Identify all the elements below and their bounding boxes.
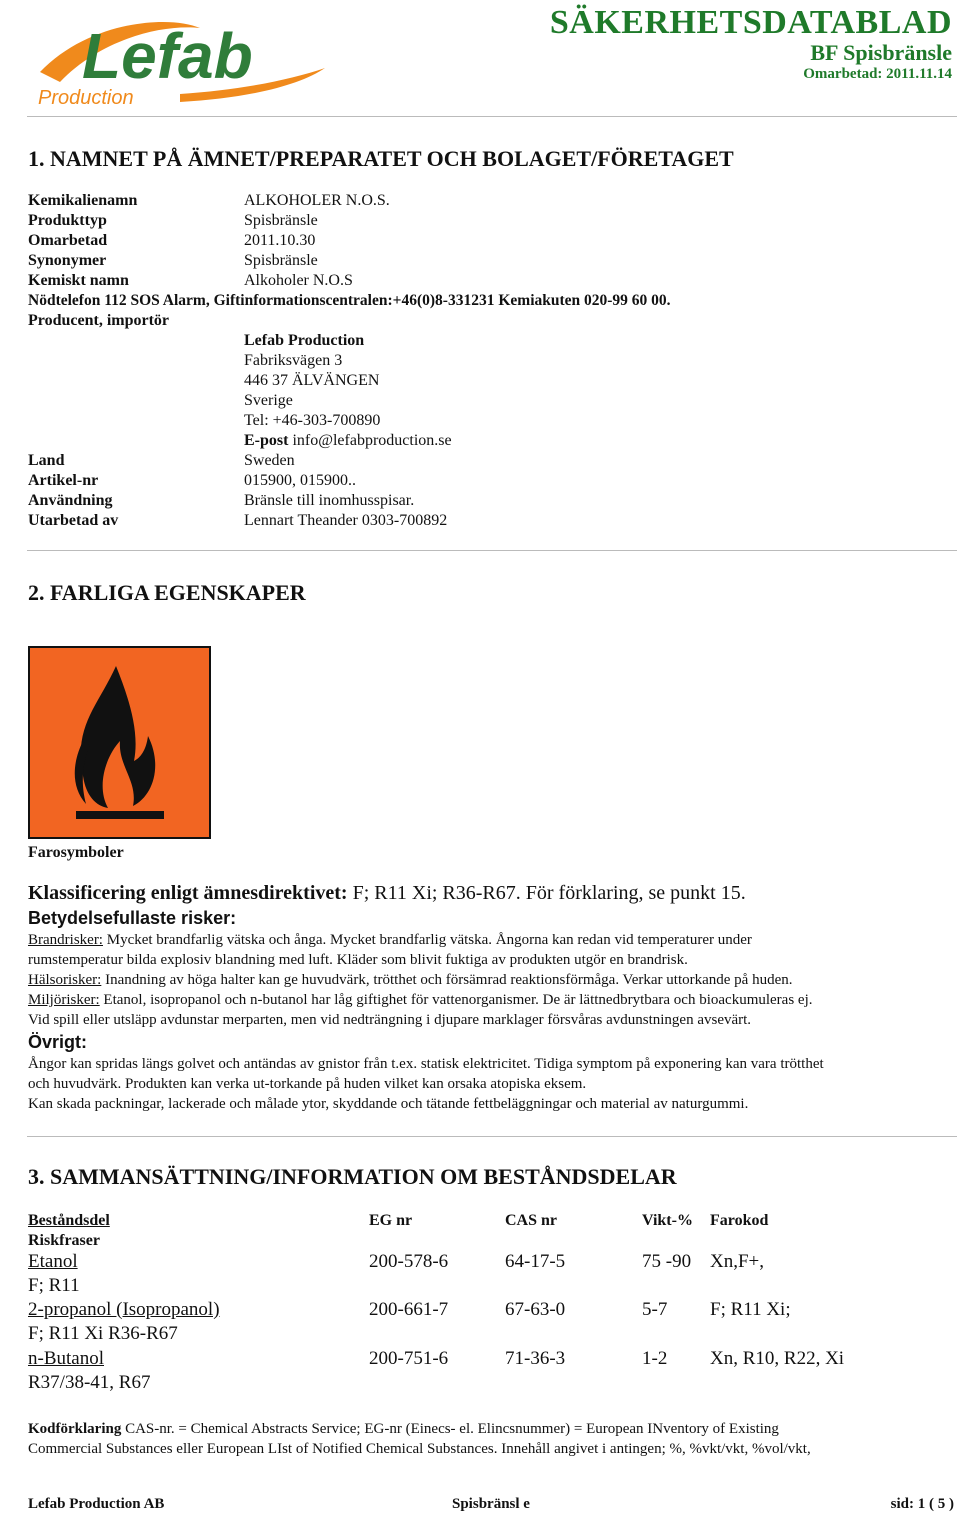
header-divider (27, 116, 957, 117)
footer-product: Spisbränsl e (452, 1496, 530, 1512)
column-header-substance: Beståndsdel (28, 1212, 110, 1229)
producer-phone: Tel: +46-303-700890 (244, 412, 381, 429)
producer-label: Producent, importör (28, 312, 170, 329)
substance-link-butanol[interactable]: n-Butanol (28, 1348, 104, 1369)
field-value: 2011.10.30 (244, 232, 316, 249)
fire-risks-label: Brandrisker: (28, 932, 103, 948)
code-explanation-text-cont: Commercial Substances eller European LIst of Notified Chemical Substances. Innehåll angivet i antingen; %, %vkt/vkt, %vol/vkt, (28, 1441, 811, 1457)
hazard-code: Xn,F+, (710, 1251, 765, 1272)
classification (28, 882, 746, 905)
email-label: E-post (244, 432, 289, 449)
fire-risks (28, 932, 752, 949)
field-label: Land (28, 452, 65, 469)
flammable-icon (28, 646, 211, 839)
producer-name: Lefab Production (244, 332, 365, 349)
field-value: Spisbränsle (244, 212, 318, 229)
field-label: Kemikalienamn (28, 192, 138, 209)
risk-phrases: F; R11 Xi R36-R67 (28, 1323, 178, 1344)
field-value: Sweden (244, 452, 295, 469)
cas-number: 64-17-5 (505, 1251, 566, 1272)
producer-street: Fabriksvägen 3 (244, 352, 343, 369)
environment-risks (28, 992, 813, 1009)
substance-link-etanol[interactable]: Etanol (28, 1251, 78, 1272)
health-risks-label: Hälsorisker: (28, 972, 102, 988)
other-heading: Övrigt: (28, 1032, 88, 1052)
fire-risks-text-cont: rumstemperatur bilda explosiv blandning med luft. Kläder som blivit fuktiga av produkten utgör en brandrisk. (28, 952, 688, 968)
field-label: Produkttyp (28, 212, 107, 229)
revision-date: Omarbetad: 2011.11.14 (803, 66, 952, 82)
weight-percent: 5-7 (642, 1299, 668, 1320)
producer-email-row (244, 432, 452, 450)
section-1-heading: 1. NAMNET PÅ ÄMNET/PREPARATET OCH BOLAGET/FÖRETAGET (28, 146, 734, 171)
field-value: Spisbränsle (244, 252, 318, 269)
code-explanation-label: Kodförklaring (28, 1421, 122, 1437)
logo-graphic (30, 10, 330, 110)
product-name: BF Spisbränsle (810, 40, 952, 65)
field-value: Bränsle till inomhusspisar. (244, 492, 415, 509)
hazard-code: F; R11 Xi; (710, 1299, 791, 1320)
footer-company: Lefab Production AB (28, 1496, 165, 1512)
emergency-phone: Nödtelefon 112 SOS Alarm, Giftinformationscentralen:+46(0)8-331231 Kemiakuten 020-99 60 00. (28, 292, 671, 309)
column-header-hazard: Farokod (710, 1212, 769, 1229)
company-logo (30, 10, 330, 110)
eg-number: 200-751-6 (369, 1348, 449, 1369)
section-divider (27, 1136, 957, 1137)
cas-number: 71-36-3 (505, 1348, 566, 1369)
environment-risks-text: Etanol, isopropanol och n-butanol har låg giftighet för vattenorganismer. De är lättnedbrytbara och bioackumuleras ej. (99, 992, 813, 1008)
document-title: SÄKERHETSDATABLAD (549, 4, 952, 41)
section-3-heading: 3. SAMMANSÄTTNING/INFORMATION OM BESTÅNDSDELAR (28, 1164, 677, 1189)
eg-number: 200-661-7 (369, 1299, 449, 1320)
weight-percent: 1-2 (642, 1348, 668, 1369)
classification-label: Klassificering enligt ämnesdirektivet: (28, 882, 348, 904)
classification-value: F; R11 Xi; R36-R67. För förklaring, se punkt 15. (347, 882, 746, 904)
pictogram-caption: Farosymboler (28, 844, 124, 861)
other-text: och huvudvärk. Produkten kan verka ut-torkande på huden vilket kan orsaka atopiska eksem. (28, 1076, 587, 1092)
code-explanation (28, 1421, 779, 1438)
eg-number: 200-578-6 (369, 1251, 449, 1272)
field-label: Omarbetad (28, 232, 108, 249)
cas-number: 67-63-0 (505, 1299, 566, 1320)
risk-phrases: F; R11 (28, 1275, 80, 1296)
field-label: Användning (28, 492, 113, 509)
field-label: Synonymer (28, 252, 107, 269)
other-text: Ångor kan spridas längs golvet och antändas av gnistor från t.ex. statisk elektricitet. Tidiga symptom på exponering kan vara trötthet (28, 1056, 824, 1072)
environment-risks-text-cont: Vid spill eller utsläpp avdunstar merparten, men vid nedträngning i djupare marklager försvåras avdunstningen avsevärt. (28, 1012, 752, 1028)
field-value: ALKOHOLER N.O.S. (244, 192, 390, 209)
email-link[interactable]: info@lefabproduction.se (292, 432, 452, 449)
column-header-risk-phrases: Riskfraser (28, 1232, 100, 1249)
code-explanation-text: CAS-nr. = Chemical Abstracts Service; EG-nr (Einecs- el. Elincsnummer) = European INventory of Existing (121, 1421, 779, 1437)
logo-text: Lefab (82, 20, 253, 92)
environment-risks-label: Miljörisker: (28, 992, 100, 1008)
field-label: Kemiskt namn (28, 272, 129, 289)
logo-subtext: Production (38, 87, 134, 109)
other-text: Kan skada packningar, lackerade och målade ytor, skyddande och tätande fettbeläggningar och material av naturgummi. (28, 1096, 749, 1112)
column-header-weight: Vikt-% (642, 1212, 693, 1229)
field-value: Alkoholer N.O.S (244, 272, 353, 289)
weight-percent: 75 -90 (642, 1251, 692, 1272)
producer-city: 446 37 ÄLVÄNGEN (244, 372, 380, 389)
fire-risks-text: Mycket brandfarlig vätska och ånga. Mycket brandfarlig vätska. Ångorna kan redan vid temperaturer under (102, 932, 752, 948)
risk-phrases: R37/38-41, R67 (28, 1372, 151, 1393)
field-label: Artikel-nr (28, 472, 99, 489)
field-value: 015900, 015900.. (244, 472, 356, 489)
column-header-eg: EG nr (369, 1212, 413, 1229)
health-risks (28, 972, 793, 989)
field-label: Utarbetad av (28, 512, 119, 529)
producer-country: Sverige (244, 392, 293, 409)
footer-page-number: sid: 1 ( 5 ) (890, 1496, 954, 1512)
health-risks-text: Inandning av höga halter kan ge huvudvärk, trötthet och försämrad reaktionsförmåga. Verkar uttorkande på huden. (101, 972, 793, 988)
section-2-heading: 2. FARLIGA EGENSKAPER (28, 580, 306, 605)
hazard-code: Xn, R10, R22, Xi (710, 1348, 845, 1369)
column-header-cas: CAS nr (505, 1212, 558, 1229)
section-divider (27, 550, 957, 551)
field-value: Lennart Theander 0303-700892 (244, 512, 448, 529)
risks-heading: Betydelsefullaste risker: (28, 908, 237, 928)
substance-link-isopropanol[interactable]: 2-propanol (Isopropanol) (28, 1299, 220, 1320)
